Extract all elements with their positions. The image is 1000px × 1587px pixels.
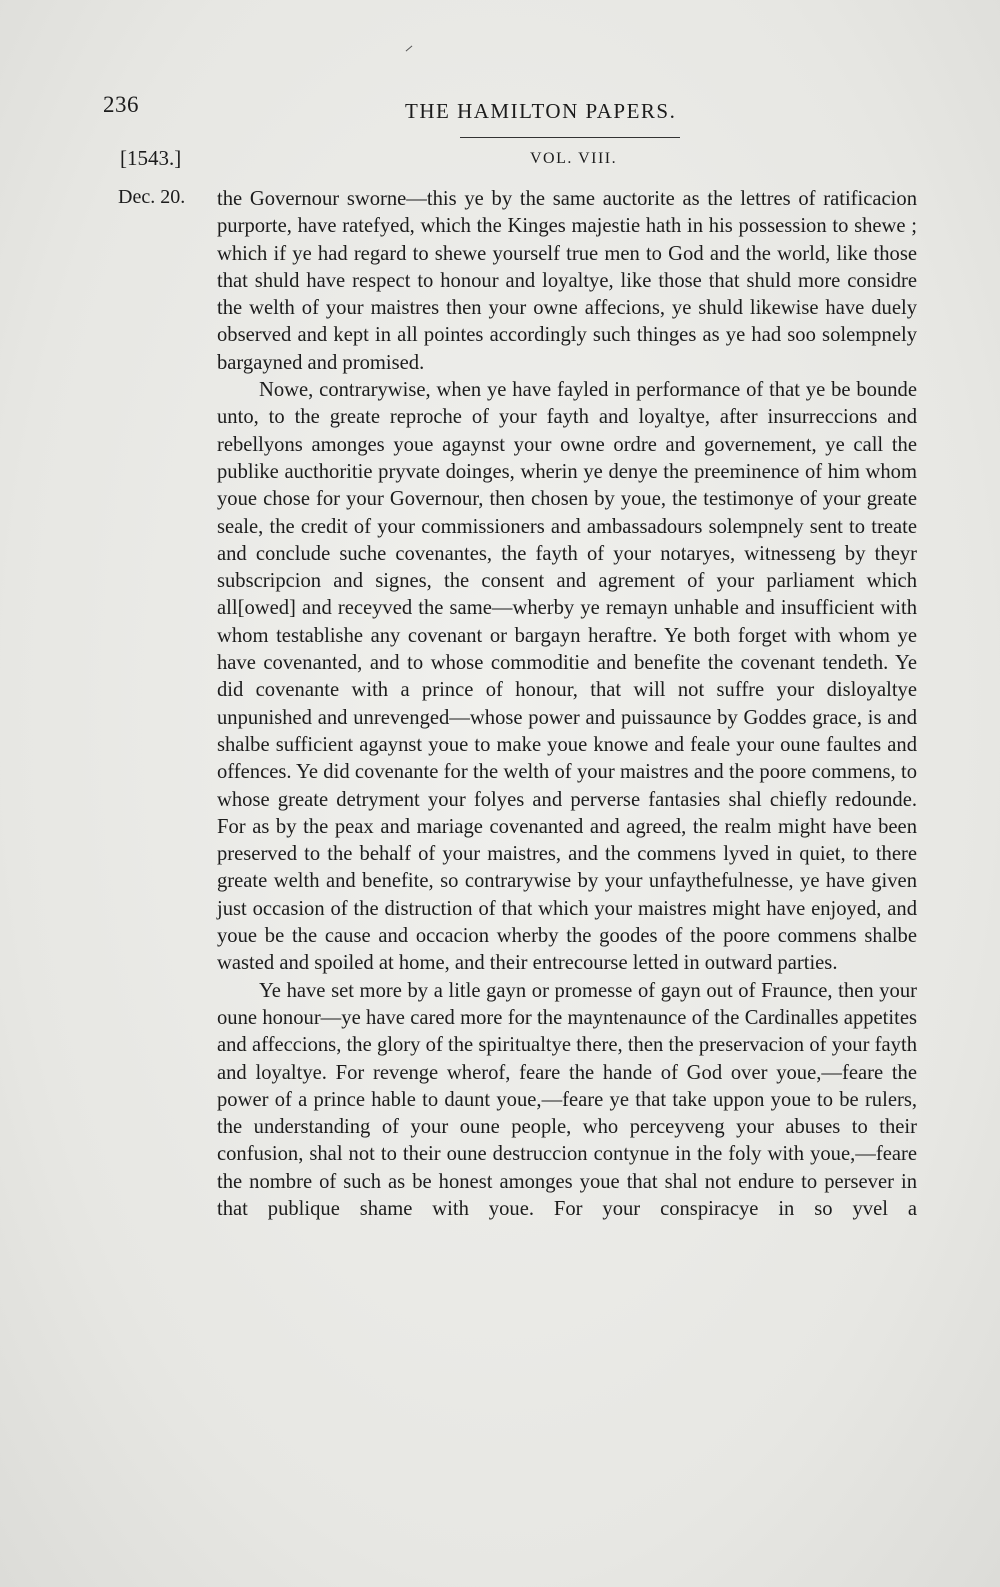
- page-number: 236: [103, 92, 139, 117]
- paragraph-3: Ye have set more by a litle gayn or promesse of gayn out of Fraunce, then your oune honour—ye have cared more for the mayntenaunce of the Cardinalles appetites and affeccions, the glory of the spiritualtye there, then the preservacion of your fayth and loyaltye. For revenge wherof, feare the hande of God over youe,—feare the power of a prince hable to daunt youe,—feare ye that take uppon youe to be rulers, the understanding of your oune people, who perceyveng your abuses to their confusion, shal not to their oune destruccion contynue in the foly with youe,—feare the nombre of such as be honest amonges youe that shal not endure to persever in that publique shame with youe. For your conspiracye in so yvel a: [217, 979, 917, 1220]
- header-rule: [460, 137, 680, 138]
- pencil-mark: [406, 46, 413, 52]
- running-title: THE HAMILTON PAPERS.: [405, 99, 677, 123]
- year-margin-note: [1543.]: [120, 146, 182, 170]
- date-margin-note: Dec. 20.: [118, 186, 186, 208]
- body-text: [217, 186, 917, 1223]
- volume-label: VOL. VIII.: [530, 150, 618, 167]
- paragraph-2: Nowe, contrarywise, when ye have fayled in performance of that ye be bounde unto, to the greate reproche of your fayth and loyaltye, after insurreccions and rebellyons amonges youe agaynst your owne ordre and governement, ye call the publike aucthoritie pryvate doinges, wherin ye denye the preeminence of him whom youe chose for your Governour, then chosen by youe, the testimonye of your greate seale, the credit of your commissioners and ambassadours solempnely sent to treate and conclude suche covenantes, the fayth of your notaryes, witnesseng by theyr subscripcion and signes, the consent and agrement of your parliament which all[owed] and receyved the same—wherby ye remayn unhable and insufficient with whom testablishe any covenant or bargayn heraftre. Ye both forget with whom ye have covenanted, and to whose commoditie and benefite the covenant tendeth. Ye did covenante with a prince of honour, that will not suffre your disloyaltye unpunished and unrevenged—whose power and puissaunce by Goddes grace, is and shalbe sufficient agaynst youe to make youe knowe and feale your oune faultes and offences. Ye did covenante for the welth of your maistres and the poore commens, to whose greate detryment your folyes and perverse fantasies shal chiefly redounde. For as by the peax and mariage covenanted and agreed, the realm might have been preserved to the behalf of your maistres, and the commens lyved in quiet, to there greate welth and benefite, so contrarywise by your unfaythefulnesse, ye have given just occasion of the distruction of that which your maistres might have enjoyed, and youe be the cause and occacion wherby the goodes of the poore commens shalbe wasted and spoiled at home, and their entrecourse letted in outward parties.: [217, 379, 917, 975]
- paragraph-1: the Governour sworne—this ye by the same auctorite as the lettres of ratificacion purporte, have ratefyed, which the Kinges majestie hath in his possession to shewe ; which if ye had regard to shewe yourself true men to God and the world, like those that shuld have respect to honour and loyaltye, like those that shuld more considre the welth of your maistres then your owne affecions, ye shuld likewise have duely observed and kept in all pointes accordingly such thinges as ye had soo solempnely bargayned and promised.: [217, 188, 917, 374]
